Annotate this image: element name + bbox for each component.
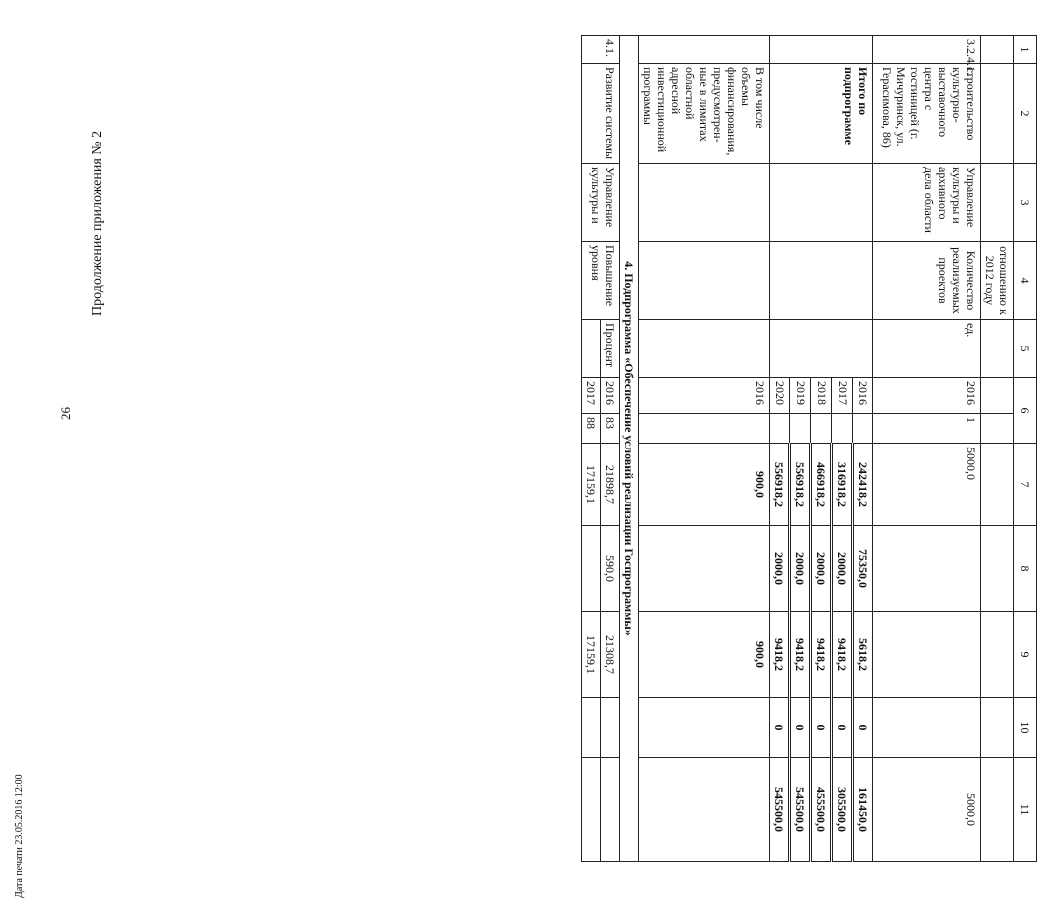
row-num: 3.2.4.1. (873, 36, 981, 64)
row-executor: Управление культуры и архивного дела области (873, 164, 981, 242)
total-c10: 0 (790, 698, 811, 758)
rotated-table-wrapper (583, 35, 1037, 861)
page-number: 26 (58, 407, 73, 420)
appendix-table (581, 35, 1037, 862)
table-row (601, 36, 620, 862)
table-row (873, 36, 981, 862)
total-year: 2017 (832, 378, 853, 414)
total-c8: 2000,0 (770, 526, 790, 612)
total-c9: 9418,2 (832, 612, 853, 698)
including-c9: 900,0 (639, 612, 770, 698)
col-header-4: 4 (1014, 242, 1037, 320)
table-row (981, 36, 1014, 862)
section-title: 4. Подпрограмма «Обеспечение условий реализации Госпрограммы» (620, 36, 639, 862)
total-c11: 455500,0 (811, 758, 832, 862)
total-c11: 305500,0 (832, 758, 853, 862)
total-c7: 242418,2 (853, 444, 873, 526)
row-year: 2016 (873, 378, 981, 414)
total-year: 2020 (770, 378, 790, 414)
total-c7: 316918,2 (832, 444, 853, 526)
total-year: 2018 (811, 378, 832, 414)
total-c11: 161450,0 (853, 758, 873, 862)
total-c10: 0 (832, 698, 853, 758)
prev-row-tail: отношению к 2012 году (981, 242, 1014, 320)
row-value: 1 (873, 414, 981, 444)
total-c7: 466918,2 (811, 444, 832, 526)
row41-year: 2016 (601, 378, 620, 414)
header-row (1014, 36, 1037, 862)
total-c9: 9418,2 (811, 612, 832, 698)
col-header-3: 3 (1014, 164, 1037, 242)
total-c9: 9418,2 (770, 612, 790, 698)
continuation-title: Продолжение приложения № 2 (90, 130, 105, 316)
row41-c7: 21898,7 (601, 444, 620, 526)
total-c8: 2000,0 (811, 526, 832, 612)
total-c7: 556918,2 (770, 444, 790, 526)
row41-val: 88 (582, 414, 601, 444)
total-c8: 75350,0 (853, 526, 873, 612)
total-c11: 545500,0 (770, 758, 790, 862)
total-c8: 2000,0 (832, 526, 853, 612)
total-label: Итого по подпрограмме (770, 64, 873, 164)
including-year: 2016 (639, 378, 770, 414)
section-row (620, 36, 639, 862)
table-row (853, 36, 873, 862)
total-year: 2016 (853, 378, 873, 414)
row-total: 5000,0 (873, 444, 981, 526)
col-header-2: 2 (1014, 64, 1037, 164)
row-name: строительство культурно-выставочного центра с гостиницей (г. Мичуринск, ул. Герасимова, 86) (873, 64, 981, 164)
row41-year: 2017 (582, 378, 601, 414)
total-c10: 0 (853, 698, 873, 758)
row41-c9: 21308,7 (601, 612, 620, 698)
row-col11: 5000,0 (873, 758, 981, 862)
total-year: 2019 (790, 378, 811, 414)
row41-c8 (582, 526, 601, 612)
row41-num: 4.1. (582, 36, 620, 64)
row41-executor: Управление культуры и (582, 164, 620, 242)
col-header-8: 8 (1014, 526, 1037, 612)
print-date: Дата печати 23.05.2016 12:00 (14, 774, 25, 898)
total-c10: 0 (811, 698, 832, 758)
row41-unit: Процент (601, 320, 620, 378)
row41-val: 83 (601, 414, 620, 444)
total-c9: 9418,2 (790, 612, 811, 698)
including-c7: 900,0 (639, 444, 770, 526)
row-unit: ед. (873, 320, 981, 378)
col-header-9: 9 (1014, 612, 1037, 698)
col-header-7: 7 (1014, 444, 1037, 526)
total-c7: 556918,2 (790, 444, 811, 526)
including-label: В том числе объемы финансирования, предусмотрен-ные в лимитах областной адресной инвестиционной программы (639, 64, 770, 164)
row41-name: Развитие системы (582, 64, 620, 164)
row41-c9: 17159,1 (582, 612, 601, 698)
row41-c7: 17159,1 (582, 444, 601, 526)
total-c10: 0 (770, 698, 790, 758)
total-c9: 5618,2 (853, 612, 873, 698)
col-header-1: 1 (1014, 36, 1037, 64)
row41-c8: 590,0 (601, 526, 620, 612)
table-row (639, 36, 770, 862)
row-indicator: Количество реализуемых проектов (873, 242, 981, 320)
total-c8: 2000,0 (790, 526, 811, 612)
col-header-6: 6 (1014, 378, 1037, 444)
total-c11: 545500,0 (790, 758, 811, 862)
col-header-11: 11 (1014, 758, 1037, 862)
col-header-5: 5 (1014, 320, 1037, 378)
row41-indicator: Повышение уровня (582, 242, 620, 320)
col-header-10: 10 (1014, 698, 1037, 758)
